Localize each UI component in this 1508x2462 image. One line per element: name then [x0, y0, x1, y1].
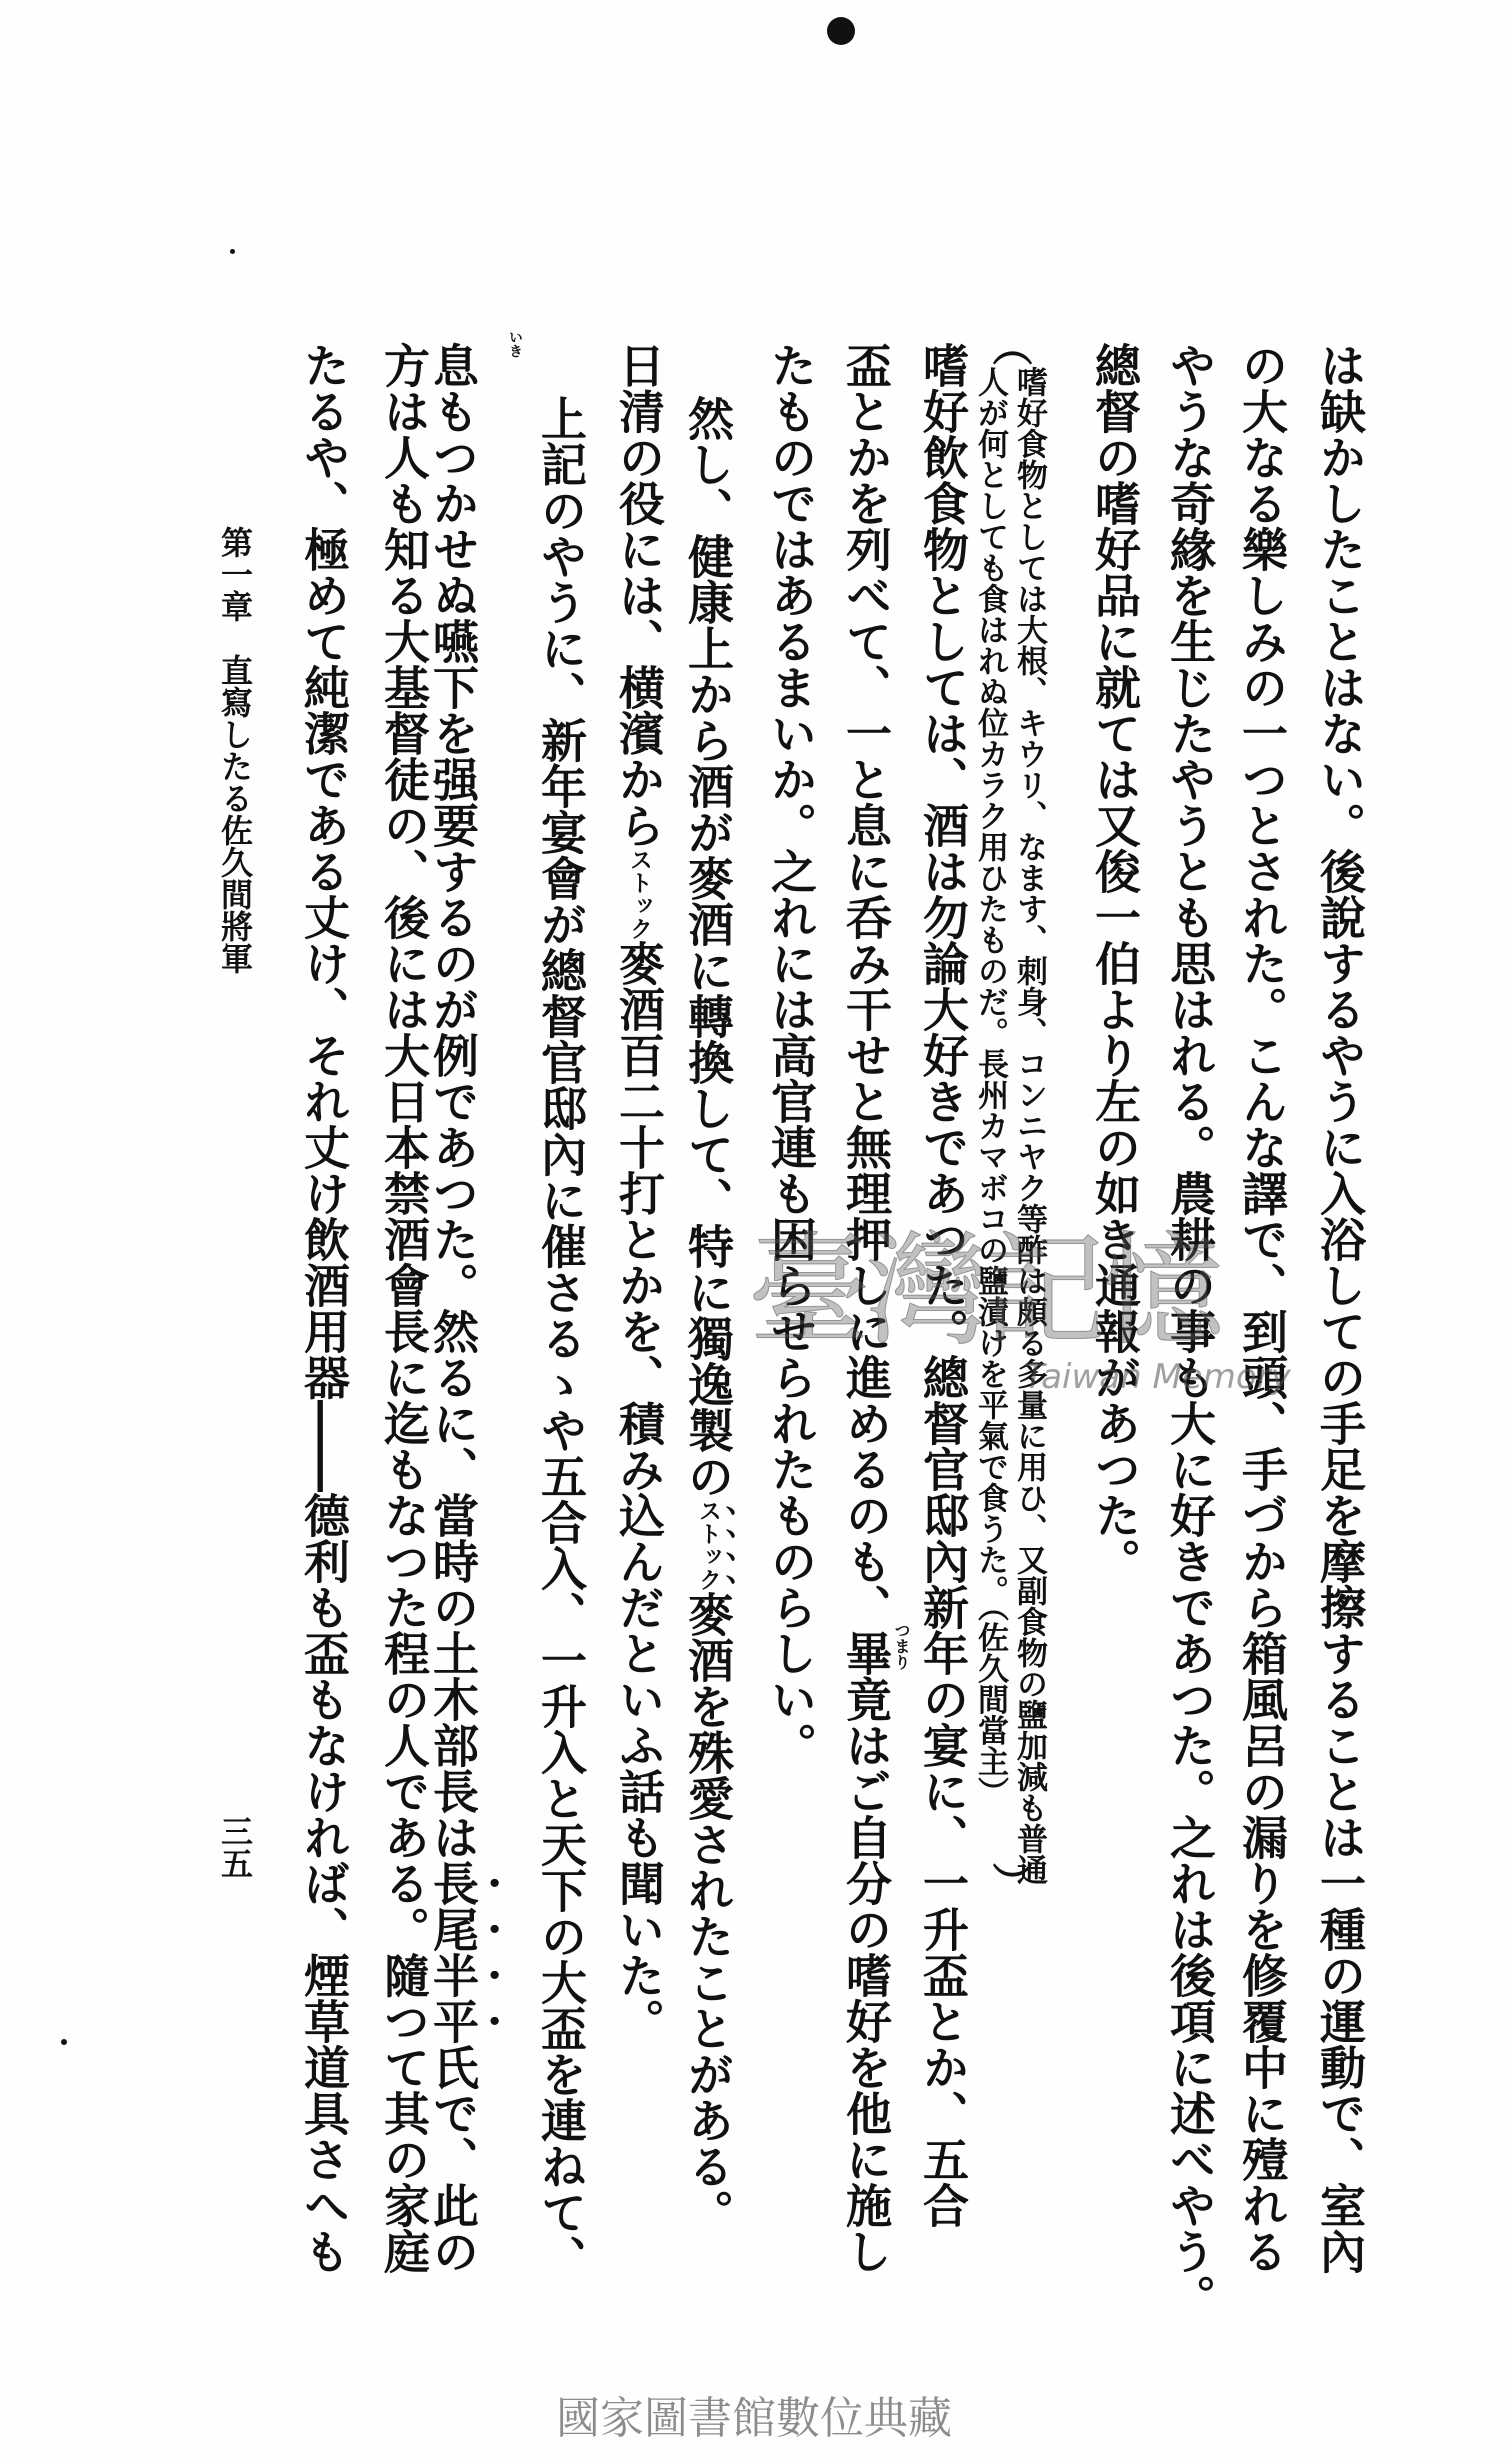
note-open-paren: （	[986, 326, 1033, 366]
running-header: 第一章 直寫したる佐久間將軍	[216, 526, 254, 974]
text-column-14: たるや、極めて純潔である丈け、それ丈け飲酒用器――德利も盃もなければ、煙草道具さへも	[297, 342, 351, 2274]
note-line-1: 嗜好食物としては大根、キウリ、なます、刺身、コンニヤク等酢は頗る多量に用ひ、又副食物の鹽加減も普通	[1011, 366, 1047, 1885]
text-column-12	[426, 342, 507, 2274]
note-close-paren: ）	[986, 1862, 1033, 1902]
small-katakana: ストック	[626, 848, 653, 940]
ink-speck	[230, 249, 235, 254]
text-column-8: たものではあるまいか。之れには高官連も困らせられたものらしい。	[764, 342, 818, 1768]
note-line-2: 人が何としても食はれぬ位カラク用ひたものだ。長州カマボコの鹽漬けを平氣で食うた。（佐久間當主）	[972, 366, 1008, 1808]
watermark-logo-text: 臺灣記憶	[748, 1220, 1220, 1362]
text-segment: もつかせぬ嚥下を强要するのが例であつた。然るに、當時の土木部長は	[426, 388, 480, 1860]
text-segment: 盃とかを列べて、一と息に呑み干せと無理押しに進めるのも、	[839, 342, 893, 1630]
text-column-2: の大なる樂しみの一つとされた。こんな譯で、到頭、手づから箱風呂の漏りを修覆中に殪れる	[1235, 342, 1289, 2274]
text-column-4: 總督の嗜好品に就ては又俊一伯より左の如き通報があつた。	[1088, 342, 1142, 1584]
archive-footer: 國家圖書館數位典藏	[556, 2393, 952, 2444]
ruby-reading: いき	[507, 330, 523, 358]
text-segment: 麥酒百二十打とかを、積み込んだといふ話も聞いた。	[612, 940, 666, 2044]
text-column-13: 方は人も知る大基督徒の、後には大日本禁酒會長に迄もなつた程の人である。隨つて其の家庭	[377, 342, 431, 2274]
text-segment: 日清の役には、横濱から	[612, 342, 666, 848]
text-column-9	[681, 395, 739, 2235]
text-column-1: は缺かしたことはない。後說するやうに入浴しての手足を摩擦することは一種の運動で、室內	[1313, 342, 1367, 2274]
small-katakana: ストック	[695, 1499, 722, 1591]
ruby-base: 畢竟	[839, 1630, 893, 1722]
text-segment: はご自分の嗜好を他に施し	[839, 1722, 893, 2274]
page-number: 三五	[216, 1815, 254, 1879]
text-column-10	[613, 342, 665, 2044]
text-column-6: 嗜好飲食物としては、酒は勿論大好きであつた。總督官邸內新年の宴に、一升盃とか、五合	[916, 342, 970, 2228]
emphasized-name: 長尾半平	[426, 1860, 480, 2044]
ruby-base: 息	[426, 342, 480, 388]
watermark-subtitle: Taiwan Memory	[1024, 1357, 1291, 1397]
text-segment: 氏で、此の	[426, 2044, 480, 2274]
text-segment: 麥酒を殊愛されたことがある。	[681, 1591, 735, 2235]
ink-spot	[827, 17, 855, 45]
text-segment: 然し、健康上から酒が麥酒に轉換して、特に獨逸製の	[681, 395, 735, 1499]
ink-speck	[61, 2039, 67, 2045]
ruby-reading: つまり	[892, 1622, 911, 1670]
text-column-11: 上記のやうに、新年宴會が總督官邸內に催さるゝや五合入、一升入と天下の大盃を連ねて、	[534, 395, 588, 2281]
text-column-3: やうな奇緣を生じたやうとも思はれる。農耕の事も大に好きであつた。之れは後項に述べやう。	[1163, 342, 1217, 2320]
